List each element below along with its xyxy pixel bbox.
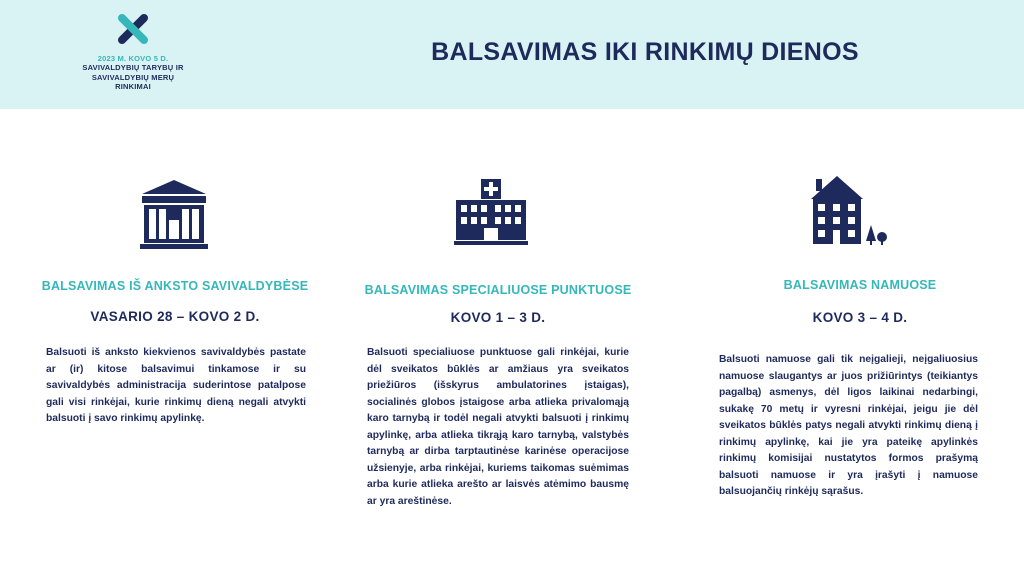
municipality-building-icon: [140, 178, 208, 250]
logo-text: [70, 54, 196, 91]
logo-line-2: SAVIVALDYBIŲ MERŲ: [91, 72, 175, 82]
column-description: Balsuoti iš anksto kiekvienos savivaldybės pastate ar (ir) kitose balsavimui tinkamose ir su savivaldybės administracija suderintose patalpose gali visi rinkėjai, kurie rinkimų dieną negali atvykti balsuoti į savo rinkimų apylinkę.: [46, 347, 306, 424]
column-title: BALSAVIMAS SPECIALIUOSE PUNKTUOSE: [364, 283, 632, 297]
column-dates: KOVO 1 – 3 D.: [450, 310, 546, 325]
column-description: Balsuoti namuose gali tik neįgalieji, neįgaliuosius namuose slaugantys ar juos prižiūrintys (teikiantys pagalbą) asmenys, dėl ligos laikinai nedarbingi, sukakę 70 metų ir vyresni rinkėjai, jeigu jie dėl sveikatos būklės patys negali atvykti rinkimų dieną į rinkimų apylinkę, kai jie yra pateikę apylinkės rinkimų komisijai nustatytos formos prašymą balsuoti namuose ir yra įrašyti į namuose balsuojančių rinkėjų sąrašus.: [719, 354, 978, 497]
election-logo-icon: [116, 12, 150, 46]
column-title: BALSAVIMAS IŠ ANKSTO SAVIVALDYBĖSE: [41, 279, 309, 293]
hospital-icon: [454, 178, 528, 246]
column-title: BALSAVIMAS NAMUOSE: [783, 278, 937, 292]
column-dates: VASARIO 28 – KOVO 2 D.: [90, 309, 260, 324]
logo-date: 2023 M. KOVO 5 D.: [97, 54, 169, 63]
logo-line-1: SAVIVALDYBIŲ TARYBŲ IR: [82, 63, 184, 73]
logo-line-3: RINKIMAI: [115, 81, 151, 91]
page-title: BALSAVIMAS IKI RINKIMŲ DIENOS: [431, 38, 859, 66]
column-dates: KOVO 3 – 4 D.: [812, 310, 908, 325]
home-icon: [810, 175, 890, 247]
column-description: Balsuoti specialiuose punktuose gali rinkėjai, kurie dėl sveikatos būklės ar amžiaus yra sveikatos priežiūros (išskyrus ambulatorines įstaigas), socialinės globos įstaigose arba atlieka privalomąją karo tarnybą ir todėl negali atvykti balsuoti į rinkimų apylinkę, arba atlieka tikrąją karo tarnybą, valstybės tarnybą ar dirba tarptautinėse karinėse operacijose užsienyje, arba rinkėjai, kuriems taikomas suėmimas arba kurie atlieka arešto ar laisvės atėmimo bausmę ar yra areštinėse.: [367, 347, 629, 507]
header-band: [0, 0, 1024, 109]
